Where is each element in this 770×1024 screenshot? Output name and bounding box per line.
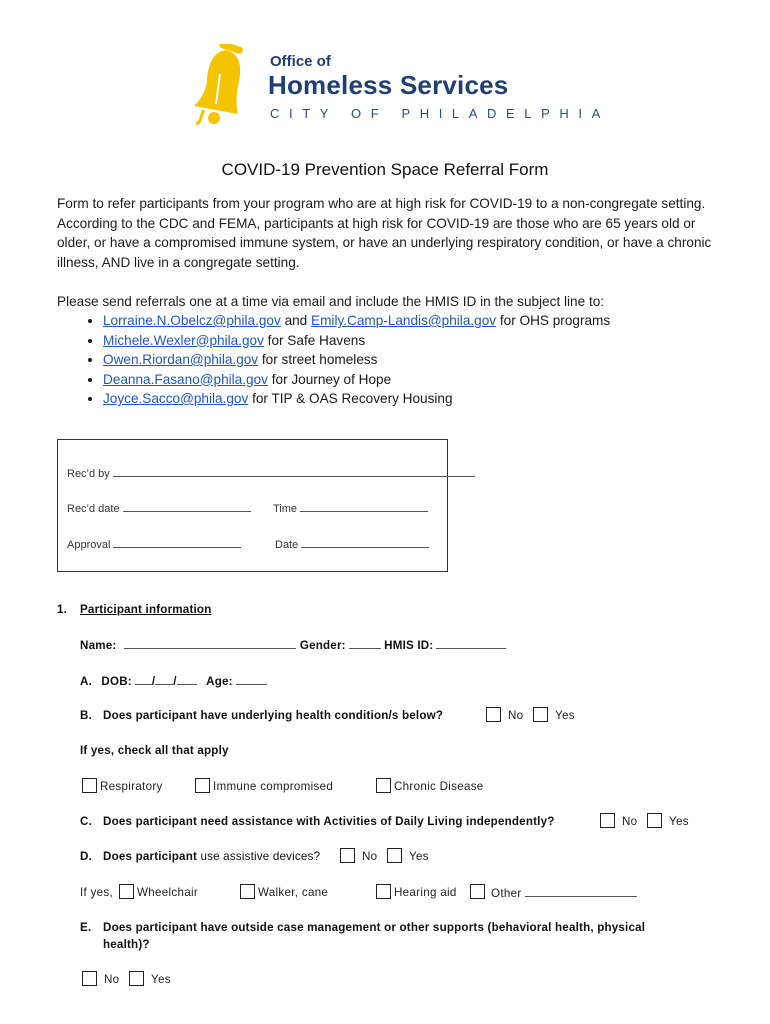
adl-question: Does participant need assistance with Activities of Daily Living independently? [103,815,555,828]
contact-connector: and [284,313,308,328]
recd-date-line[interactable] [123,501,251,512]
liberty-bell-icon [192,44,256,126]
age-field[interactable] [236,674,267,685]
case-management-yes-label: Yes [151,973,171,986]
case-management-question-line1: Does participant have outside case management or other supports (behavioral health, physical [103,921,646,934]
walker-cane-label: Walker, cane [258,886,329,899]
assistive-no-checkbox[interactable] [340,848,355,863]
case-management-no-checkbox[interactable] [82,971,97,986]
email-link[interactable]: Emily.Camp-Landis@phila.gov [311,313,497,328]
recd-date-row [67,501,251,515]
walker-cane-checkbox[interactable] [240,884,255,899]
form-title: COVID-19 Prevention Space Referral Form [221,160,549,179]
assistive-no-label: No [362,850,378,863]
gender-field[interactable] [349,638,381,649]
respiratory-label: Respiratory [100,780,163,793]
contact-item [103,311,610,331]
item-letter-c: C. [80,815,92,828]
approval-label: Approval [67,539,111,551]
other-device-checkbox[interactable] [470,884,485,899]
contact-item [103,350,610,370]
wheelchair-checkbox[interactable] [119,884,134,899]
adl-no-checkbox[interactable] [600,813,615,828]
item-letter-b: B. [80,709,92,722]
org-office-of: Office of [270,53,331,70]
org-name: Homeless Services [268,70,509,100]
section-number: 1. [57,603,68,616]
contact-item [103,331,610,351]
section-heading: Participant information [80,603,212,616]
adl-yes-checkbox[interactable] [647,813,662,828]
assistive-yes-checkbox[interactable] [387,848,402,863]
contact-list [57,311,610,409]
check-all-instruction: If yes, check all that apply [80,744,229,757]
health-condition-no-checkbox[interactable] [486,707,501,722]
respiratory-checkbox[interactable] [82,778,97,793]
email-link[interactable]: Deanna.Fasano@phila.gov [103,371,268,387]
approval-row [67,537,241,551]
case-management-yes-checkbox[interactable] [129,971,144,986]
hearing-aid-checkbox[interactable] [376,884,391,899]
adl-yes-label: Yes [669,815,689,828]
dob-year-field[interactable] [177,674,197,685]
contact-purpose: for street homeless [261,352,378,367]
age-label: Age: [206,675,233,688]
adl-no-label: No [622,815,638,828]
intro-paragraph: Form to refer participants from your program who are at high risk for COVID-19 to a non-congregate setting. According to the CDC and FEMA, participants at high risk for COVID-19 are those who are 65 years old or older, or have a compromised immune system, or have an underlying respiratory condition, or have a chronic illness, AND live in a congregate setting. [57,196,712,270]
assistive-devices-question [103,850,320,863]
time-line[interactable] [300,501,428,512]
contact-purpose: for Safe Havens [267,332,366,348]
date-line[interactable] [301,537,429,548]
immune-compromised-checkbox[interactable] [195,778,210,793]
hmis-id-field[interactable] [436,638,506,649]
case-management-question-line2: health)? [103,938,150,951]
if-yes-label: If yes, [80,886,114,899]
health-condition-question: Does participant have underlying health condition/s below? [103,709,444,722]
contact-purpose: for OHS programs [499,313,611,328]
wheelchair-label: Wheelchair [137,886,198,899]
other-device-field[interactable] [525,886,637,897]
contact-purpose: for Journey of Hope [271,371,392,387]
date-row [275,537,429,551]
item-letter-a: A. [80,675,92,688]
time-label: Time [273,503,298,515]
email-link[interactable]: Lorraine.N.Obelcz@phila.gov [103,313,281,328]
dob-month-field[interactable] [135,674,152,685]
gender-label: Gender: [299,639,346,652]
other-device-row [491,886,637,900]
recd-by-row [67,466,475,480]
date-label: Date [275,539,299,551]
org-city: CITY OF PHILADELPHIA [270,106,610,121]
item-letter-d: D. [80,850,92,863]
immune-compromised-label: Immune compromised [213,780,334,793]
email-link[interactable]: Joyce.Sacco@phila.gov [103,391,249,406]
hearing-aid-label: Hearing aid [394,886,457,899]
send-instructions: Please send referrals one at a time via email and include the HMIS ID in the subject line to: [57,294,605,309]
recd-date-label: Rec’d date [67,503,120,515]
other-device-label: Other [491,887,522,900]
contact-item [103,370,610,390]
case-management-no-label: No [104,973,120,986]
contact-item [103,389,610,409]
assistive-question-bold: Does participant [103,850,198,863]
dob-day-field[interactable] [155,674,173,685]
dob-separator: / [173,675,177,688]
name-label: Name: [80,639,117,652]
email-link[interactable]: Michele.Wexler@phila.gov [103,332,264,348]
health-condition-yes-checkbox[interactable] [533,707,548,722]
recd-by-line[interactable] [113,466,475,477]
time-row [273,501,428,515]
item-letter-e: E. [80,921,92,934]
dob-row [80,674,267,688]
assistive-question-rest: use assistive devices? [200,850,321,863]
chronic-disease-label: Chronic Disease [394,780,484,793]
hmis-label: HMIS ID: [384,639,434,652]
dob-label: DOB: [101,675,132,688]
chronic-disease-checkbox[interactable] [376,778,391,793]
name-field[interactable] [124,638,296,649]
health-condition-no-label: No [508,709,524,722]
name-row [80,638,506,652]
recd-by-label: Rec’d by [67,468,110,480]
dob-separator: / [151,675,156,688]
assistive-yes-label: Yes [409,850,429,863]
health-condition-yes-label: Yes [555,709,575,722]
contact-purpose: for TIP & OAS Recovery Housing [252,391,453,406]
approval-line[interactable] [113,537,241,548]
email-link[interactable]: Owen.Riordan@phila.gov [103,352,259,367]
